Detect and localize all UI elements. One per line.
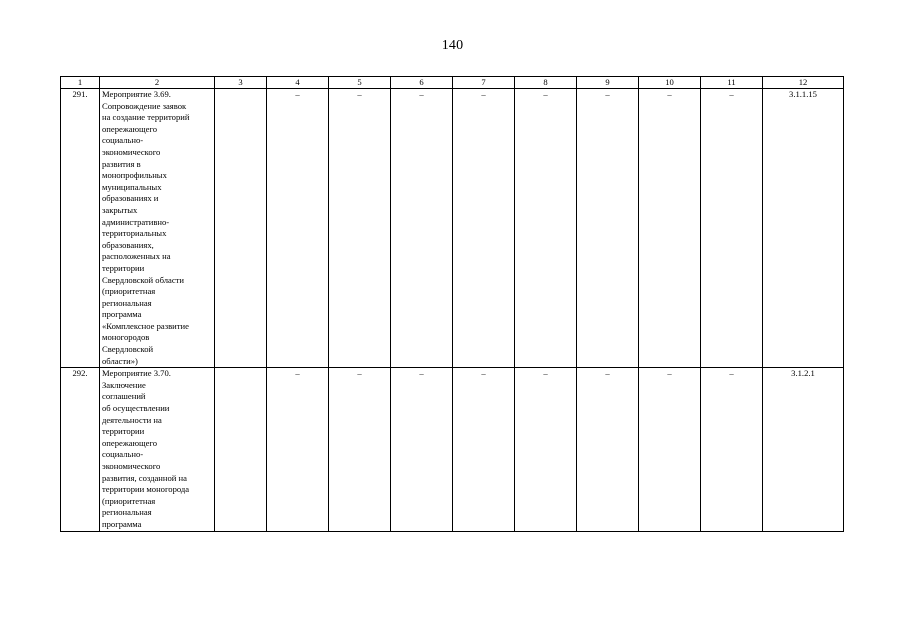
column-header: 10 xyxy=(639,77,701,89)
description-line: административно- xyxy=(102,216,170,227)
description-line: развития, созданной на xyxy=(102,472,187,483)
description-line: Заключение xyxy=(102,379,146,390)
description-line: региональная xyxy=(102,507,152,518)
description-line: территории xyxy=(102,262,145,273)
description-line: социально- xyxy=(102,449,144,460)
description-line: на создание территорий xyxy=(102,112,190,123)
description-line: опережающего xyxy=(102,437,158,448)
description-line: территории xyxy=(102,426,145,437)
column-header: 7 xyxy=(453,77,515,89)
value-cell: – xyxy=(329,368,391,531)
description-line: территории моногорода xyxy=(102,484,190,495)
description-line: области») xyxy=(102,355,138,366)
value-cell: – xyxy=(639,89,701,368)
value-cell: – xyxy=(391,368,453,531)
description-line: программа xyxy=(102,518,142,529)
description-line: Мероприятие 3.70. xyxy=(102,368,171,379)
description-line: Свердловской xyxy=(102,344,154,355)
description-line: (приоритетная xyxy=(102,495,156,506)
value-cell: – xyxy=(701,368,763,531)
header-row xyxy=(61,77,844,89)
column-header: 12 xyxy=(763,77,844,89)
description-line: муниципальных xyxy=(102,181,162,192)
description-line: образованиях и xyxy=(102,193,159,204)
description-line: региональная xyxy=(102,297,152,308)
description-line: программа xyxy=(102,309,142,320)
target-code: 3.1.2.1 xyxy=(763,368,844,531)
value-cell: – xyxy=(329,89,391,368)
column-header: 8 xyxy=(515,77,577,89)
description-line: социально- xyxy=(102,135,144,146)
description-line: территориальных xyxy=(102,228,167,239)
measure-description xyxy=(100,89,215,368)
description-line: образованиях, xyxy=(102,239,154,250)
table-row xyxy=(61,368,844,531)
column-header: 6 xyxy=(391,77,453,89)
value-cell: – xyxy=(701,89,763,368)
row-number: 292. xyxy=(61,368,100,531)
description-line: расположенных на xyxy=(102,251,171,262)
description-line: об осуществлении xyxy=(102,403,170,414)
description-line: соглашений xyxy=(102,391,146,402)
measure-description xyxy=(100,368,215,531)
description-line: Сопровождение заявок xyxy=(102,100,187,111)
target-code: 3.1.1.15 xyxy=(763,89,844,368)
column-header: 1 xyxy=(61,77,100,89)
description-line: экономического xyxy=(102,461,161,471)
column-header: 11 xyxy=(701,77,763,89)
page-number: 140 xyxy=(441,38,464,53)
column-header: 2 xyxy=(100,77,215,89)
value-cell: – xyxy=(267,89,329,368)
column-header: 9 xyxy=(577,77,639,89)
value-cell: – xyxy=(267,368,329,531)
description-line: «Комплексное развитие xyxy=(102,320,189,331)
value-cell: – xyxy=(577,368,639,531)
table-row xyxy=(61,89,844,368)
description-line: монопрофильных xyxy=(102,170,167,181)
value-cell: – xyxy=(639,368,701,531)
description-line: опережающего xyxy=(102,123,158,134)
description-line: закрытых xyxy=(102,204,138,215)
value-cell: – xyxy=(577,89,639,368)
row-number: 291. xyxy=(61,89,100,368)
column-header: 3 xyxy=(215,77,267,89)
value-cell: – xyxy=(391,89,453,368)
value-cell: – xyxy=(515,89,577,368)
description-line: (приоритетная xyxy=(102,286,156,297)
description-line: деятельности на xyxy=(102,414,162,425)
value-cell: – xyxy=(453,368,515,531)
measures-table xyxy=(60,76,844,532)
description-line: экономического xyxy=(102,146,161,157)
value-cell: – xyxy=(515,368,577,531)
value-cell: – xyxy=(453,89,515,368)
column-3-cell xyxy=(215,368,267,531)
description-line: Мероприятие 3.69. xyxy=(102,89,171,99)
description-line: моногородов xyxy=(102,332,150,343)
column-header: 4 xyxy=(267,77,329,89)
description-line: развития в xyxy=(102,158,141,169)
column-header: 5 xyxy=(329,77,391,89)
description-line: Свердловской области xyxy=(102,274,185,285)
column-3-cell xyxy=(215,89,267,368)
